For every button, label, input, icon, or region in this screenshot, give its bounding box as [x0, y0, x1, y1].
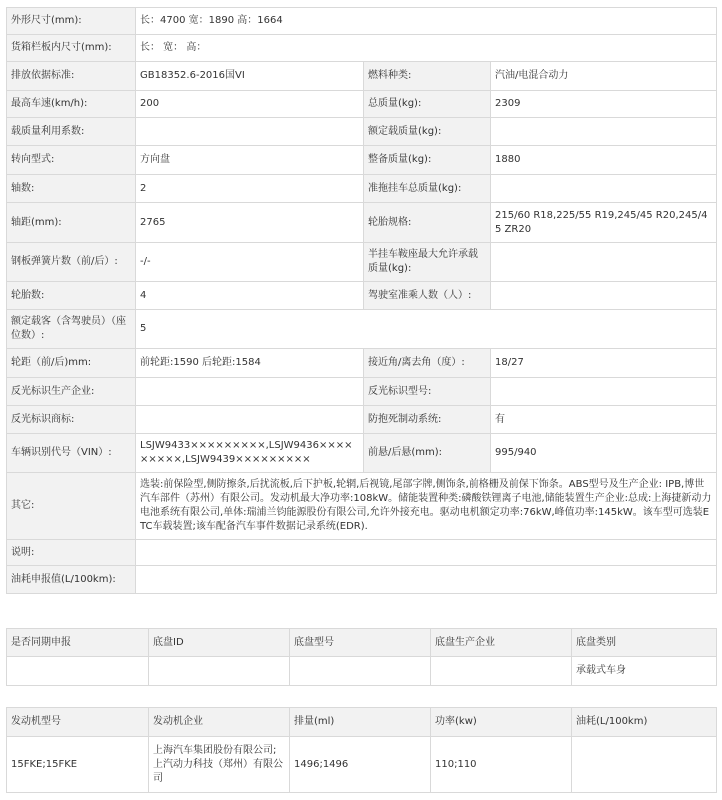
spec-row [7, 406, 717, 434]
spec-value: 有 [491, 406, 717, 434]
spec-row [7, 243, 717, 282]
spec-row [7, 378, 717, 406]
spec-value: 2309 [491, 91, 717, 118]
spec-value [491, 118, 717, 146]
spec-value: 长： 宽： 高： [136, 35, 717, 62]
engine-cell-fuel [572, 737, 717, 793]
spec-label: 反光标识生产企业: [7, 378, 136, 406]
spec-label: 轴数: [7, 175, 136, 203]
spec-label: 说明: [7, 540, 136, 566]
spec-value [136, 118, 364, 146]
chassis-cell-id [149, 657, 290, 686]
spec-value [136, 406, 364, 434]
spec-value [491, 378, 717, 406]
engine-table [6, 707, 717, 793]
spec-label: 排放依据标准: [7, 62, 136, 91]
spec-value: 4 [136, 282, 364, 310]
spec-label: 接近角/离去角（度）: [364, 349, 491, 378]
engine-header-model: 发动机型号 [7, 708, 149, 737]
spec-row [7, 310, 717, 349]
spec-value: LSJW9433×××××××××,LSJW9436×××××××××,LSJW9439××××××××× [136, 434, 364, 473]
chassis-cell-model [290, 657, 431, 686]
spec-value [136, 540, 717, 566]
spec-label: 额定载质量(kg): [364, 118, 491, 146]
spec-value: 5 [136, 310, 717, 349]
spec-row [7, 91, 717, 118]
spec-label: 轮胎数: [7, 282, 136, 310]
spec-value [136, 566, 717, 594]
spec-label: 额定载客（含驾驶员）（座位数）: [7, 310, 136, 349]
spec-label: 防抱死制动系统: [364, 406, 491, 434]
chassis-cell-same-period [7, 657, 149, 686]
spec-label: 钢板弹簧片数（前/后）: [7, 243, 136, 282]
spec-label: 整备质量(kg): [364, 146, 491, 175]
chassis-header-row [7, 629, 717, 657]
spec-label: 货箱栏板内尺寸(mm): [7, 35, 136, 62]
spec-label: 驾驶室准乘人数（人）: [364, 282, 491, 310]
chassis-cell-category: 承载式车身 [572, 657, 717, 686]
spec-value: 215/60 R18,225/55 R19,245/45 R20,245/45 ZR20 [491, 203, 717, 243]
spec-label: 其它: [7, 473, 136, 540]
chassis-cell-manufacturer [431, 657, 572, 686]
spec-label: 轮胎规格: [364, 203, 491, 243]
spec-label: 反光标识商标: [7, 406, 136, 434]
spec-label: 准拖挂车总质量(kg): [364, 175, 491, 203]
spec-label: 前悬/后悬(mm): [364, 434, 491, 473]
spec-value [136, 378, 364, 406]
spec-row [7, 349, 717, 378]
engine-cell-company: 上海汽车集团股份有限公司;上汽动力科技（郑州）有限公司 [149, 737, 290, 793]
engine-header-fuel: 油耗(L/100km) [572, 708, 717, 737]
spec-value: 汽油/电混合动力 [491, 62, 717, 91]
spec-label: 载质量利用系数: [7, 118, 136, 146]
spec-label: 轴距(mm): [7, 203, 136, 243]
spec-label: 转向型式: [7, 146, 136, 175]
engine-data-row [7, 737, 717, 793]
engine-cell-displacement: 1496;1496 [290, 737, 431, 793]
chassis-header-id: 底盘ID [149, 629, 290, 657]
spec-value: 995/940 [491, 434, 717, 473]
spec-row [7, 146, 717, 175]
spec-row [7, 540, 717, 566]
chassis-header-model: 底盘型号 [290, 629, 431, 657]
chassis-header-category: 底盘类别 [572, 629, 717, 657]
spec-row [7, 62, 717, 91]
spec-row [7, 35, 717, 62]
spec-row [7, 8, 717, 35]
spec-value: 前轮距:1590 后轮距:1584 [136, 349, 364, 378]
engine-cell-power: 110;110 [431, 737, 572, 793]
chassis-table [6, 628, 717, 686]
spec-value: GB18352.6-2016国VI [136, 62, 364, 91]
spec-label: 车辆识别代号（VIN）: [7, 434, 136, 473]
spec-row [7, 203, 717, 243]
spec-label: 半挂车鞍座最大允许承载质量(kg): [364, 243, 491, 282]
spec-value: -/- [136, 243, 364, 282]
chassis-header-same-period: 是否同期申报 [7, 629, 149, 657]
engine-header-power: 功率(kw) [431, 708, 572, 737]
spec-label: 油耗申报值(L/100km): [7, 566, 136, 594]
spec-row [7, 282, 717, 310]
engine-header-row [7, 708, 717, 737]
spec-table [6, 7, 717, 594]
spec-row [7, 118, 717, 146]
spec-label: 轮距（前/后)mm: [7, 349, 136, 378]
spec-value: 1880 [491, 146, 717, 175]
engine-cell-model: 15FKE;15FKE [7, 737, 149, 793]
spec-value: 2 [136, 175, 364, 203]
spec-label: 反光标识型号: [364, 378, 491, 406]
spec-value: 2765 [136, 203, 364, 243]
spec-value: 200 [136, 91, 364, 118]
spec-row [7, 473, 717, 540]
spec-value [491, 243, 717, 282]
engine-header-displacement: 排量(ml) [290, 708, 431, 737]
engine-header-company: 发动机企业 [149, 708, 290, 737]
spec-value: 18/27 [491, 349, 717, 378]
spec-value: 方向盘 [136, 146, 364, 175]
spec-value [491, 282, 717, 310]
spec-label: 燃料种类: [364, 62, 491, 91]
spec-label: 总质量(kg): [364, 91, 491, 118]
spec-value: 长：4700 宽：1890 高：1664 [136, 8, 717, 35]
spec-row [7, 434, 717, 473]
chassis-header-manufacturer: 底盘生产企业 [431, 629, 572, 657]
spec-label: 最高车速(km/h): [7, 91, 136, 118]
spec-row [7, 175, 717, 203]
spec-value: 选装:前保险型,侧防擦条,后扰流板,后下护板,轮辋,后视镜,尾部字牌,侧饰条,前格栅及前保下饰条。ABS型号及生产企业: IPB,博世汽车部件（苏州）有限公司。发动机最大净功率:108kW。储能装置种类:磷酸铁锂离子电池,储能装置生产企业:总成:上海捷新动力电池系统有限公司,单体:瑞浦兰钧能源股份有限公司,允许外接充电。驱动电机额定功率:76kW,峰值功率:145kW。该车型可选装ETC车载装置;该车配备汽车事件数据记录系统(EDR). [136, 473, 717, 540]
spec-label: 外形尺寸(mm): [7, 8, 136, 35]
chassis-data-row [7, 657, 717, 686]
spec-row [7, 566, 717, 594]
spec-value [491, 175, 717, 203]
